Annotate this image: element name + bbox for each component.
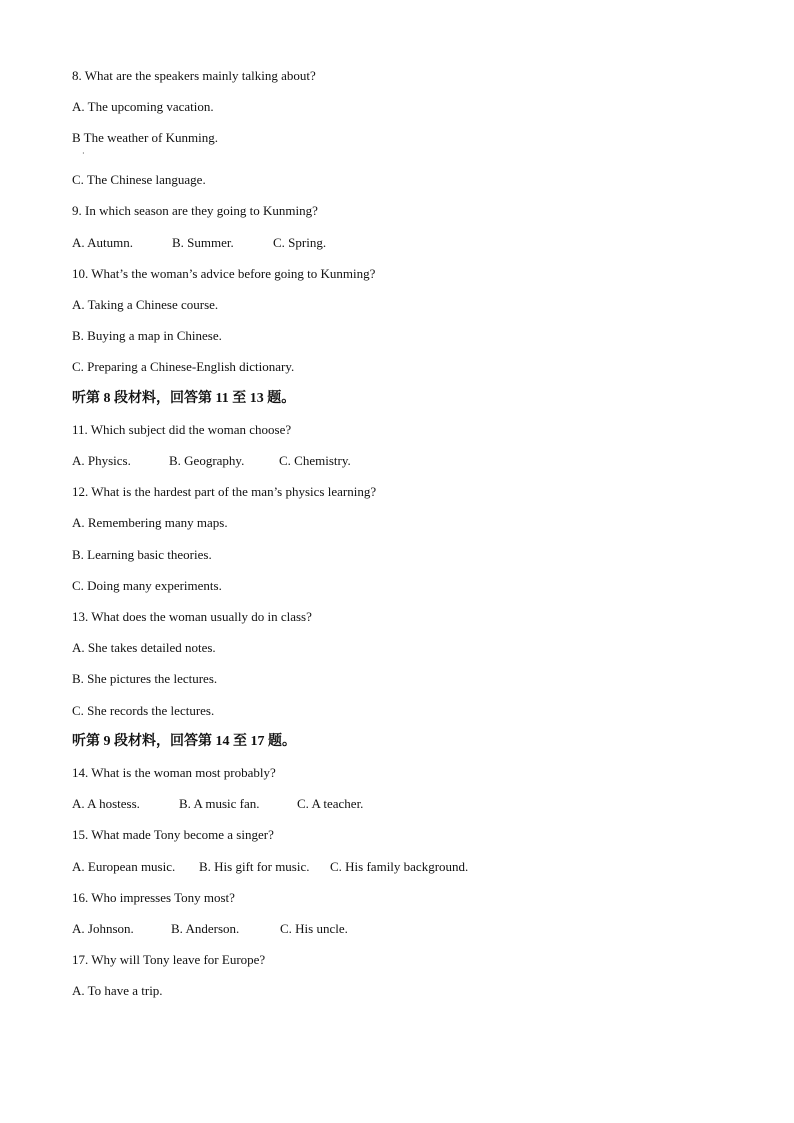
q15-option-a: A. European music. xyxy=(72,859,176,874)
q10-option-a: A. Taking a Chinese course. xyxy=(72,297,219,312)
q8-option-a: A. The upcoming vacation. xyxy=(72,99,214,114)
q14-options xyxy=(72,796,363,812)
section-9-heading: 听第 9 段材料，回答第 14 至 17 题。 xyxy=(72,734,296,749)
q11-option-a: A. Physics. xyxy=(72,453,131,468)
q17-option-a: A. To have a trip. xyxy=(72,983,163,998)
q11-options xyxy=(72,453,351,469)
q16-option-a: A. Johnson. xyxy=(72,921,134,936)
question-12: 12. What is the hardest part of the man’s physics learning? xyxy=(72,484,377,499)
question-11: 11. Which subject did the woman choose? xyxy=(72,422,292,437)
q14-option-c: C. A teacher. xyxy=(297,796,364,811)
question-17: 17. Why will Tony leave for Europe? xyxy=(72,952,266,967)
q13-option-b: B. She pictures the lectures. xyxy=(72,671,218,686)
q15-option-b: B. His gift for music. xyxy=(199,859,310,874)
q14-option-b: B. A music fan. xyxy=(179,796,260,811)
q12-option-a: A. Remembering many maps. xyxy=(72,515,228,530)
q10-option-c: C. Preparing a Chinese-English dictionary. xyxy=(72,359,295,374)
question-9: 9. In which season are they going to Kunming? xyxy=(72,203,318,218)
q9-option-c: C. Spring. xyxy=(273,235,327,250)
q13-option-a: A. She takes detailed notes. xyxy=(72,640,216,655)
q16-option-c: C. His uncle. xyxy=(280,921,348,936)
q8-option-b: B The weather of Kunming. xyxy=(72,130,218,145)
question-14: 14. What is the woman most probably? xyxy=(72,765,276,780)
q12-option-c: C. Doing many experiments. xyxy=(72,578,222,593)
q8-option-b-dot: · xyxy=(82,149,85,158)
q15-option-c: C. His family background. xyxy=(330,859,469,874)
q16-option-b: B. Anderson. xyxy=(171,921,240,936)
question-13: 13. What does the woman usually do in class? xyxy=(72,609,312,624)
q8-option-c: C. The Chinese language. xyxy=(72,172,206,187)
q12-option-b: B. Learning basic theories. xyxy=(72,547,212,562)
question-10: 10. What’s the woman’s advice before going to Kunming? xyxy=(72,266,376,281)
section-8-heading: 听第 8 段材料，回答第 11 至 13 题。 xyxy=(72,391,296,406)
q14-option-a: A. A hostess. xyxy=(72,796,140,811)
q11-option-b: B. Geography. xyxy=(169,453,245,468)
q9-option-a: A. Autumn. xyxy=(72,235,134,250)
question-16: 16. Who impresses Tony most? xyxy=(72,890,235,905)
q9-options xyxy=(72,235,326,251)
q9-option-b: B. Summer. xyxy=(172,235,234,250)
q16-options xyxy=(72,921,348,937)
q11-option-c: C. Chemistry. xyxy=(279,453,351,468)
q13-option-c: C. She records the lectures. xyxy=(72,703,215,718)
question-8: 8. What are the speakers mainly talking about? xyxy=(72,68,316,83)
q15-options xyxy=(72,859,468,875)
q10-option-b: B. Buying a map in Chinese. xyxy=(72,328,222,343)
question-15: 15. What made Tony become a singer? xyxy=(72,827,274,842)
